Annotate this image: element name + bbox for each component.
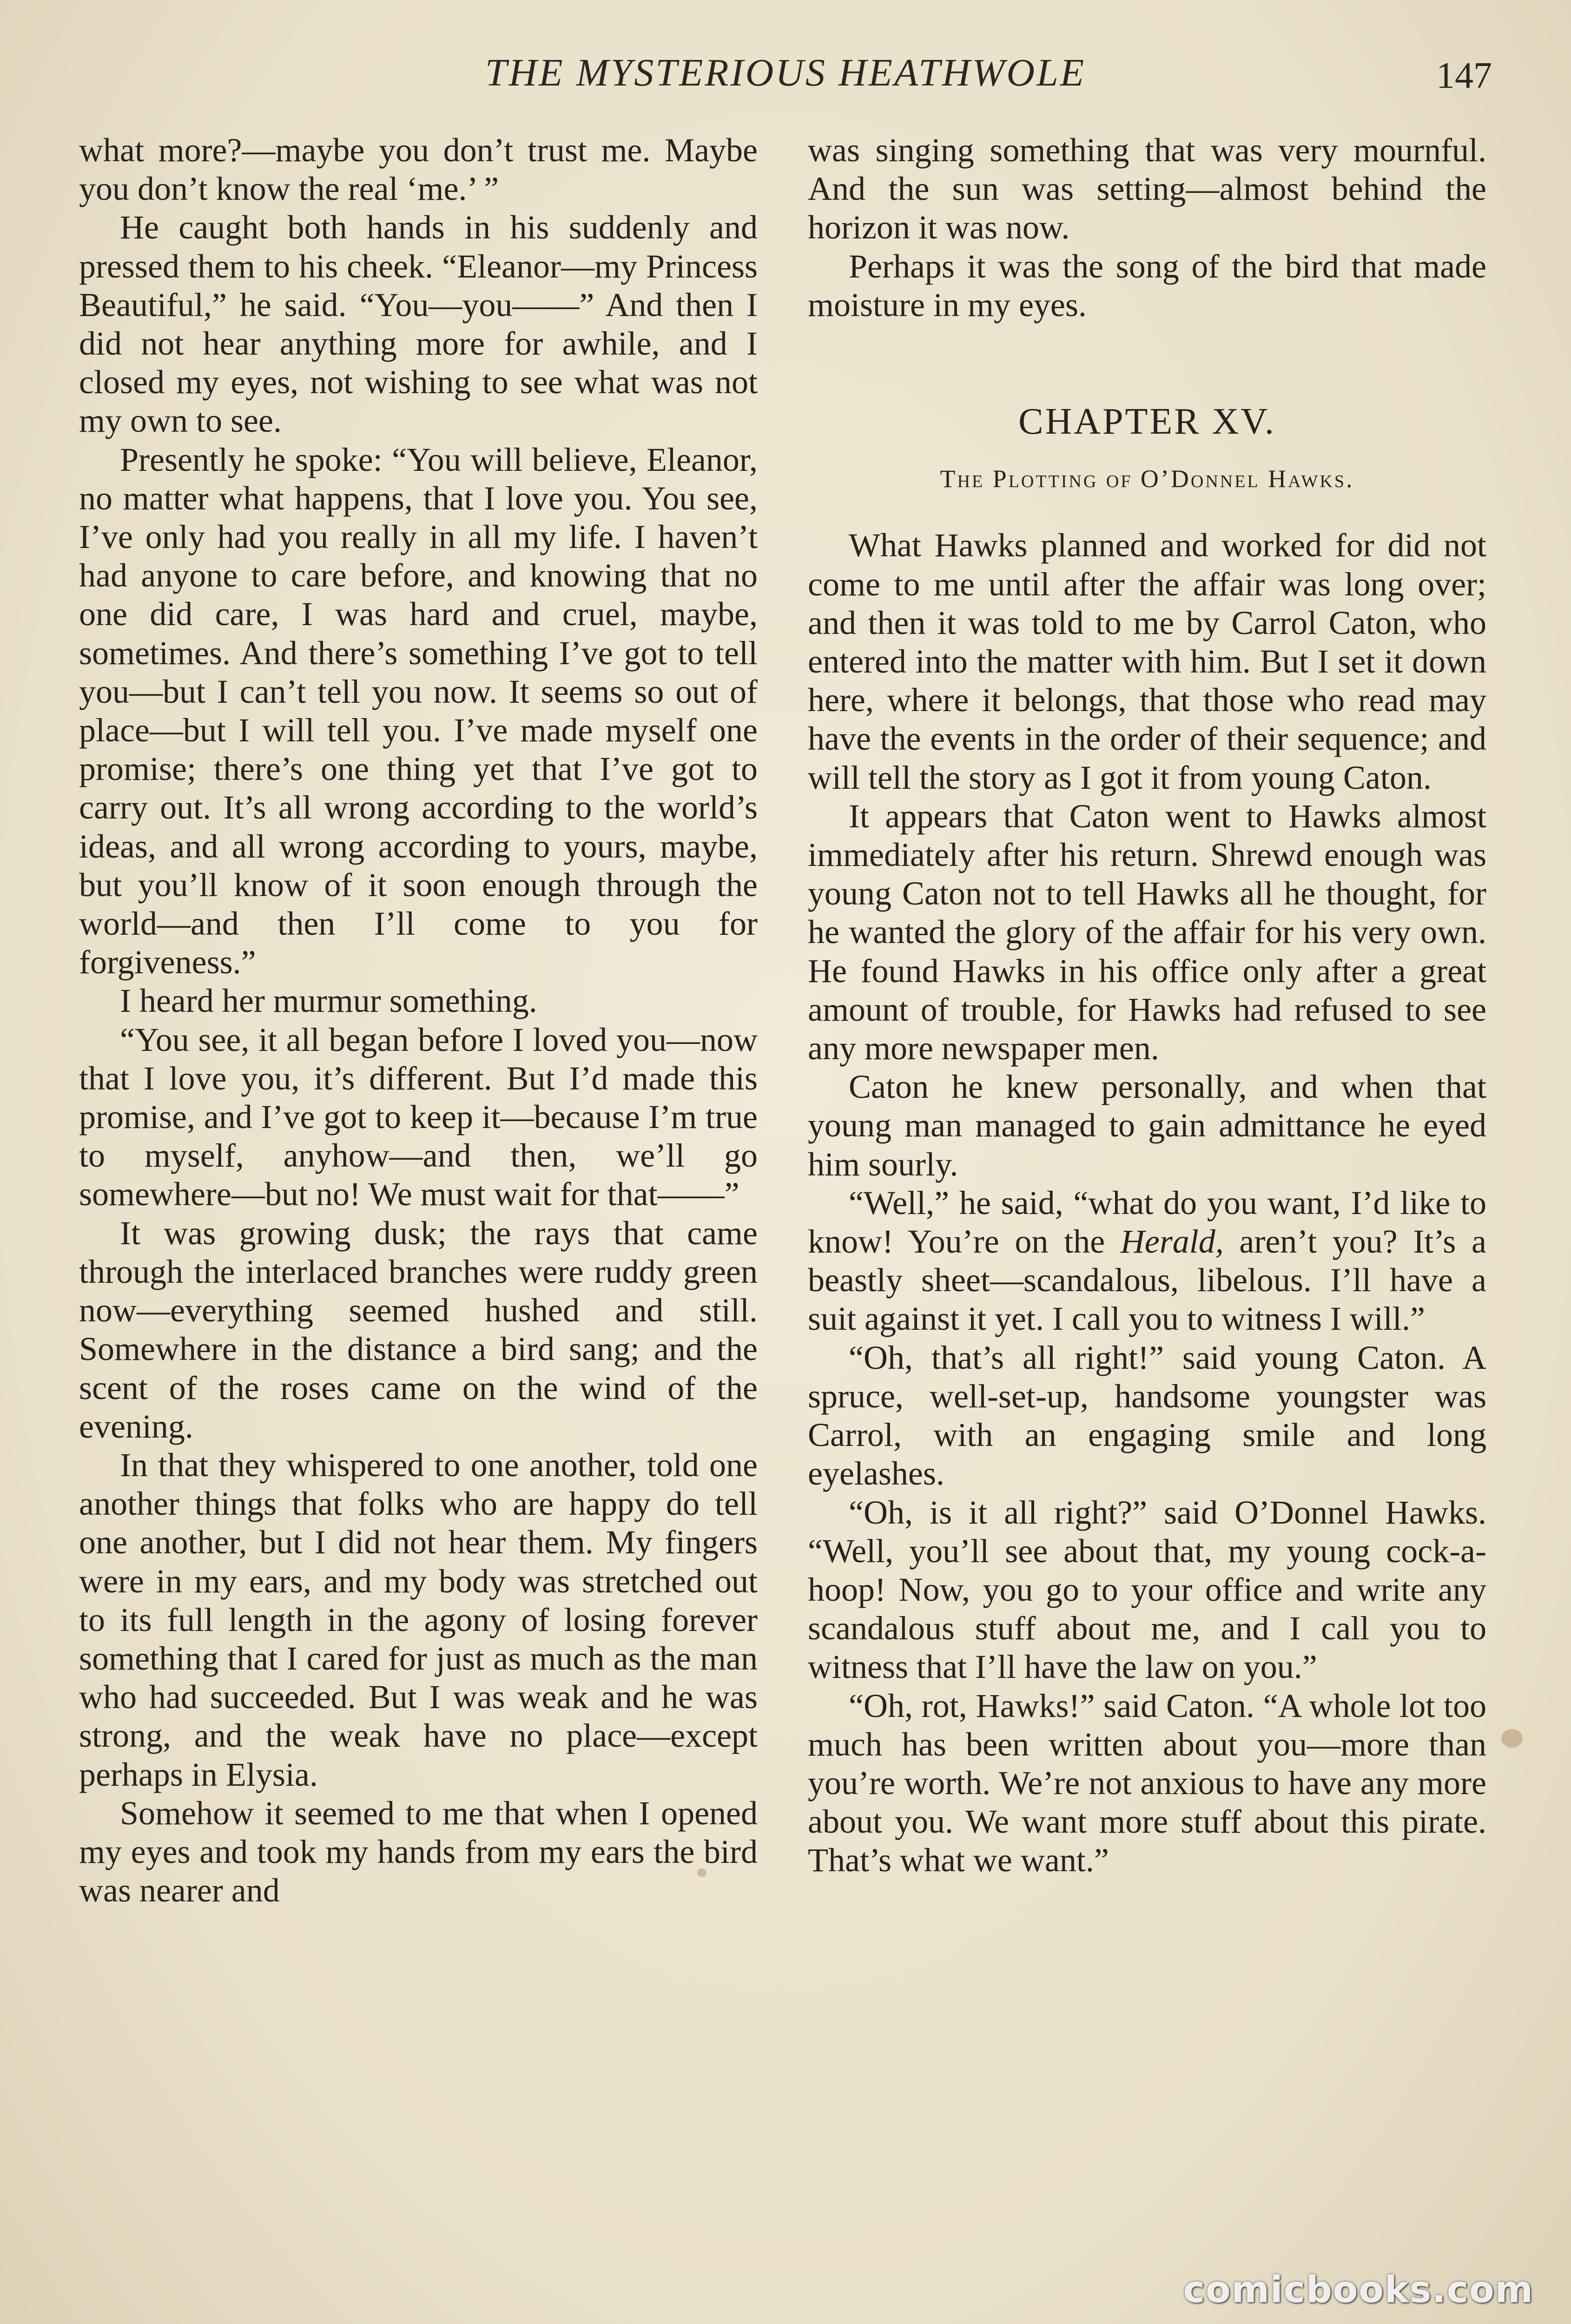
paper-stain	[1501, 1729, 1523, 1748]
paragraph: was singing something that was very mournful. And the sun was setting—almost behind the horizon it was now.	[808, 132, 1486, 246]
paragraph: He caught both hands in his suddenly and pressed them to his cheek. “Eleanor—my Princess Beautiful,” he said. “You—you——” And then I did not hear anything more for awhile, and I closed my eyes, not wishing to see what was not my own to see.	[79, 209, 758, 440]
paragraph: “Oh, is it all right?” said O’Donnel Hawks. “Well, you’ll see about that, my young cock-a-hoop! Now, you go to your office and write any scandalous stuff about me, and I call you to witness that I’ll have the law on you.”	[808, 1493, 1486, 1686]
text-run: “Well,” he said, “what do you want, I’d like to know! You’re on the	[808, 1184, 1486, 1261]
right-column	[808, 131, 1486, 1880]
paragraph: It appears that Caton went to Hawks almost immediately after his return. Shrewd enough was young Caton not to tell Hawks all he thought, for he wanted the glory of the affair for his very own. He found Hawks in his office only after a great amount of trouble, for Hawks had refused to see any more newspaper men.	[808, 797, 1486, 1067]
paragraph: It was growing dusk; the rays that came through the interlaced branches were ruddy green now—everything seemed hushed and still. Somewhere in the distance a bird sang; and the scent of the roses came on the wind of the evening.	[79, 1214, 758, 1445]
watermark: comicbooks.com	[1183, 2269, 1534, 2311]
paragraph: In that they whispered to one another, told one another things that folks who are happy do tell one another, but I did not hear them. My fingers were in my ears, and my body was stretched out to its full length in the agony of losing forever something that I cared for just as much as the man who had succeeded. But I was weak and he was strong, and the weak have no place—except perhaps in Elysia.	[79, 1446, 758, 1793]
running-title: THE MYSTERIOUS HEATHWOLE	[485, 51, 1086, 94]
paragraph: “Oh, that’s all right!” said young Caton. A spruce, well-set-up, handsome youngster was Carrol, with an engaging smile and long eyelashes.	[808, 1339, 1486, 1492]
paragraph: Perhaps it was the song of the bird that made moisture in my eyes.	[808, 247, 1486, 324]
text-run: aren’t you? It’s a beastly sheet—scandalous, libelous. I’ll have a suit against it yet. I call you to witness I will.”	[808, 1223, 1486, 1338]
paragraph: Presently he spoke: “You will believe, Eleanor, no matter what happens, that I love you. You see, I’ve only had you really in all my life. I haven’t had anyone to care before, and knowing that no one did care, I was hard and cruel, maybe, sometimes. And there’s something I’ve got to tell you—but I can’t tell you now. It seems so out of place—but I will tell you. I’ve made myself one promise; there’s one thing yet that I’ve got to carry out. It’s all wrong according to the world’s ideas, and all wrong according to yours, maybe, but you’ll know of it soon enough through the world—and then I’ll come to you for forgiveness.”	[79, 441, 758, 981]
chapter-subtitle: The Plotting of O’Donnel Hawks.	[940, 465, 1354, 493]
italic-newspaper-name: Herald,	[1120, 1223, 1224, 1261]
paragraph: what more?—maybe you don’t trust me. Maybe you don’t know the real ‘me.’ ”	[79, 132, 758, 208]
chapter-heading: CHAPTER XV.	[1018, 401, 1276, 442]
paragraph: “Oh, rot, Hawks!” said Caton. “A whole lot too much has been written about you—more than you’re worth. We’re not anxious to have any more about you. We want more stuff about this pirate. That’s what we want.”	[808, 1687, 1486, 1879]
paragraph-herald	[808, 1184, 1486, 1339]
page-number: 147	[1436, 55, 1492, 96]
paragraph: Caton he knew personally, and when that young man managed to gain admittance he eyed him sourly.	[808, 1068, 1486, 1183]
left-column	[79, 131, 758, 1910]
paragraph: Somehow it seemed to me that when I opened my eyes and took my hands from my ears the bird was nearer and	[79, 1794, 758, 1909]
paragraph: I heard her murmur something.	[120, 982, 537, 1020]
paragraph: What Hawks planned and worked for did not come to me until after the affair was long over; and then it was told to me by Carrol Caton, who entered into the matter with him. But I set it down here, where it belongs, that those who read may have the events in the order of their sequence; and will tell the story as I got it from young Caton.	[808, 527, 1486, 796]
paragraph: “You see, it all began before I loved you—now that I love you, it’s different. But I’d made this promise, and I’ve got to keep it—because I’m true to myself, anyhow—and then, we’ll go somewhere—but no! We must wait for that——”	[79, 1021, 758, 1213]
